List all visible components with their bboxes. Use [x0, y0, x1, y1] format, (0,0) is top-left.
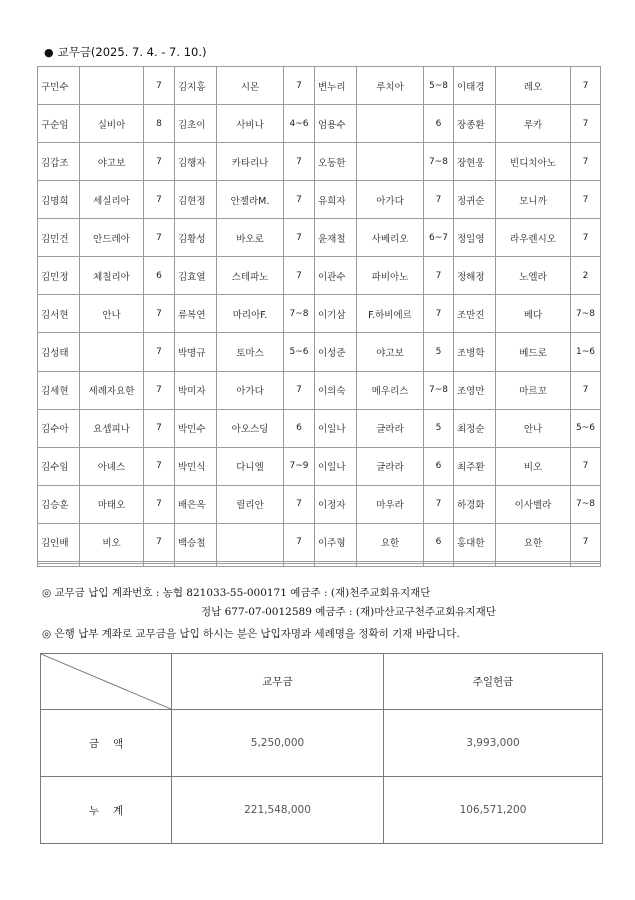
table-row	[38, 485, 601, 523]
donor-month-cell	[424, 564, 454, 567]
donor-month-cell: 7~8	[571, 295, 601, 333]
donor-baptismal-name-cell	[80, 333, 144, 371]
donor-baptismal-name-cell: 이사벨라	[496, 485, 571, 523]
donor-baptismal-name-cell: 다니엘	[217, 447, 284, 485]
donor-baptismal-name-cell: 세실리아	[80, 181, 144, 219]
donor-name-cell: 최정순	[454, 409, 496, 447]
donor-name-cell: 김지홍	[175, 67, 217, 105]
donor-month-cell: 4~6	[284, 105, 315, 143]
donor-name-cell: 이관수	[315, 257, 357, 295]
donor-name-cell	[454, 564, 496, 567]
donor-baptismal-name-cell: 사베리오	[357, 219, 424, 257]
table-row	[38, 409, 601, 447]
donor-name-cell	[315, 564, 357, 567]
donor-name-cell: 홍대한	[454, 523, 496, 561]
summary-row-amount	[41, 710, 603, 777]
donor-name-cell: 김세현	[38, 371, 80, 409]
donor-baptismal-name-cell: 글라라	[357, 409, 424, 447]
row-label-cumulative: 누계	[41, 777, 172, 844]
header-sunday-collection: 주일헌금	[384, 654, 603, 710]
donor-baptismal-name-cell: 비오	[80, 523, 144, 561]
donor-name-cell: 이성준	[315, 333, 357, 371]
donor-name-cell: 김민건	[38, 219, 80, 257]
donor-name-cell: 김승훈	[38, 485, 80, 523]
donor-name-cell: 엄용수	[315, 105, 357, 143]
donor-month-cell: 7	[571, 447, 601, 485]
account-info-line-2: 정남 677-07-0012589 예금주 : (재)마산교구천주교회유지재단	[201, 606, 496, 618]
donor-name-cell: 구민수	[38, 67, 80, 105]
donor-month-cell: 2	[571, 257, 601, 295]
donor-name-cell: 이기삼	[315, 295, 357, 333]
donor-month-cell: 7	[144, 371, 175, 409]
donor-baptismal-name-cell: 아녜스	[80, 447, 144, 485]
donor-month-cell: 6	[424, 523, 454, 561]
donor-name-cell: 이태경	[454, 67, 496, 105]
donor-month-cell: 7	[284, 219, 315, 257]
donor-name-cell: 윤재철	[315, 219, 357, 257]
donor-month-cell: 5~6	[571, 409, 601, 447]
donor-name-cell: 김수임	[38, 447, 80, 485]
donor-baptismal-name-cell	[217, 523, 284, 561]
donor-month-cell: 7	[284, 257, 315, 295]
donor-baptismal-name-cell: 체칠리아	[80, 257, 144, 295]
donor-month-cell: 7	[144, 143, 175, 181]
donor-month-cell: 7	[284, 181, 315, 219]
donor-baptismal-name-cell: 글라라	[357, 447, 424, 485]
donor-month-cell: 1~6	[571, 333, 601, 371]
donor-name-cell: 조병학	[454, 333, 496, 371]
bullet-icon: ●	[44, 46, 54, 59]
title-text: 교무금(2025. 7. 4. - 7. 10.)	[57, 45, 207, 59]
donor-name-cell: 김갑조	[38, 143, 80, 181]
table-row	[38, 257, 601, 295]
donor-baptismal-name-cell: 시몬	[217, 67, 284, 105]
account-info-line-1: ◎ 교무금 납입 계좌번호 : 농협 821033-55-000171 예금주 : (재)천주교회유지재단	[42, 587, 431, 599]
donor-name-cell: 이의숙	[315, 371, 357, 409]
donor-name-cell: 이일나	[315, 409, 357, 447]
header-offering-fund: 교무금	[172, 654, 384, 710]
page-title	[44, 44, 206, 60]
donor-month-cell: 8	[144, 105, 175, 143]
donor-baptismal-name-cell: 메우리스	[357, 371, 424, 409]
table-row	[38, 105, 601, 143]
donor-baptismal-name-cell	[217, 564, 284, 567]
donor-name-cell: 하경화	[454, 485, 496, 523]
donor-name-cell: 정해정	[454, 257, 496, 295]
donor-baptismal-name-cell: 루카	[496, 105, 571, 143]
donor-month-cell: 7	[571, 67, 601, 105]
donor-name-cell: 구순임	[38, 105, 80, 143]
donor-month-cell: 7	[424, 181, 454, 219]
donor-baptismal-name-cell: 루치아	[357, 67, 424, 105]
donor-month-cell: 5~6	[284, 333, 315, 371]
donor-month-cell: 5	[424, 333, 454, 371]
donor-baptismal-name-cell: 실비아	[80, 105, 144, 143]
donor-baptismal-name-cell	[80, 67, 144, 105]
donor-baptismal-name-cell	[357, 105, 424, 143]
donor-name-cell: 장현웅	[454, 143, 496, 181]
donor-name-cell	[175, 564, 217, 567]
cumulative-sunday-collection: 106,571,200	[384, 777, 603, 844]
donor-baptismal-name-cell: 요한	[357, 523, 424, 561]
donor-baptismal-name-cell: 마우라	[357, 485, 424, 523]
donor-baptismal-name-cell: 비오	[496, 447, 571, 485]
donor-month-cell: 7	[144, 67, 175, 105]
donor-name-cell: 백승철	[175, 523, 217, 561]
donor-baptismal-name-cell: 노엘라	[496, 257, 571, 295]
cumulative-offering-fund: 221,548,000	[172, 777, 384, 844]
donor-baptismal-name-cell: 요셉피나	[80, 409, 144, 447]
payment-instruction: ◎ 은행 납부 계좌로 교무금을 납입 하시는 분은 납입자명과 세례명을 정확히 기재 바랍니다.	[42, 628, 460, 640]
table-row	[38, 219, 601, 257]
donor-name-cell: 김명희	[38, 181, 80, 219]
donor-name-cell: 정일영	[454, 219, 496, 257]
table-row	[38, 143, 601, 181]
donor-month-cell: 7	[571, 181, 601, 219]
donor-month-cell: 7	[144, 181, 175, 219]
donor-name-cell: 이주형	[315, 523, 357, 561]
donor-month-cell: 7	[144, 295, 175, 333]
donor-month-cell: 5~8	[424, 67, 454, 105]
donor-baptismal-name-cell: 라우렌시오	[496, 219, 571, 257]
donor-baptismal-name-cell: 야고보	[357, 333, 424, 371]
donor-month-cell: 7~8	[284, 295, 315, 333]
donor-name-cell: 박민식	[175, 447, 217, 485]
donor-name-cell: 김황성	[175, 219, 217, 257]
donor-name-cell: 유희자	[315, 181, 357, 219]
donor-baptismal-name-cell: 아가다	[217, 371, 284, 409]
donor-name-cell: 정귀순	[454, 181, 496, 219]
donor-month-cell: 5	[424, 409, 454, 447]
donor-month-cell: 7~9	[284, 447, 315, 485]
donor-baptismal-name-cell: 모니까	[496, 181, 571, 219]
donor-month-cell: 7	[571, 523, 601, 561]
donor-month-cell: 7	[144, 219, 175, 257]
donor-name-cell: 박민수	[175, 409, 217, 447]
donor-month-cell: 7	[144, 333, 175, 371]
donor-baptismal-name-cell: 마리아F.	[217, 295, 284, 333]
donor-baptismal-name-cell: 토마스	[217, 333, 284, 371]
donor-baptismal-name-cell	[357, 564, 424, 567]
donor-month-cell: 7	[284, 143, 315, 181]
donor-baptismal-name-cell: 세례자요한	[80, 371, 144, 409]
amount-sunday-collection: 3,993,000	[384, 710, 603, 777]
donor-name-cell: 조만진	[454, 295, 496, 333]
donor-baptismal-name-cell: 아가다	[357, 181, 424, 219]
donor-baptismal-name-cell: 안드레아	[80, 219, 144, 257]
donor-name-cell	[38, 564, 80, 567]
donor-month-cell: 7	[144, 447, 175, 485]
donor-name-cell: 최주환	[454, 447, 496, 485]
donor-baptismal-name-cell	[357, 143, 424, 181]
donor-month-cell: 7	[571, 105, 601, 143]
donor-month-cell: 7	[284, 485, 315, 523]
donor-name-cell: 이정자	[315, 485, 357, 523]
donor-month-cell: 6~7	[424, 219, 454, 257]
donor-month-cell	[284, 564, 315, 567]
table-row	[38, 371, 601, 409]
donor-name-cell: 김초이	[175, 105, 217, 143]
donor-name-cell: 김효열	[175, 257, 217, 295]
donor-month-cell: 6	[424, 105, 454, 143]
donor-name-cell: 배은옥	[175, 485, 217, 523]
donor-month-cell: 6	[424, 447, 454, 485]
donor-baptismal-name-cell: 요한	[496, 523, 571, 561]
donor-name-cell: 김성태	[38, 333, 80, 371]
donor-name-cell: 오동한	[315, 143, 357, 181]
donor-baptismal-name-cell: 파비아노	[357, 257, 424, 295]
table-row	[38, 295, 601, 333]
donor-baptismal-name-cell: 사비나	[217, 105, 284, 143]
donor-baptismal-name-cell: 안나	[80, 295, 144, 333]
donor-baptismal-name-cell: 베다	[496, 295, 571, 333]
diagonal-corner-cell	[41, 654, 172, 710]
donor-month-cell: 7	[144, 485, 175, 523]
donor-month-cell: 7	[284, 371, 315, 409]
donor-baptismal-name-cell: 레오	[496, 67, 571, 105]
donor-baptismal-name-cell: 안젤라M.	[217, 181, 284, 219]
donor-name-cell: 류복연	[175, 295, 217, 333]
summary-header-row	[41, 654, 603, 710]
donor-month-cell: 7~8	[424, 371, 454, 409]
donor-month-cell: 7~8	[424, 143, 454, 181]
donor-baptismal-name-cell: 빈디치아노	[496, 143, 571, 181]
donor-month-cell: 7	[424, 295, 454, 333]
table-row	[38, 181, 601, 219]
donor-baptismal-name-cell	[80, 564, 144, 567]
table-row	[38, 447, 601, 485]
donor-month-cell: 7	[284, 67, 315, 105]
donor-month-cell: 7	[144, 409, 175, 447]
donor-name-cell: 변누리	[315, 67, 357, 105]
donor-baptismal-name-cell: 안나	[496, 409, 571, 447]
donor-roster-table	[37, 66, 601, 567]
donor-name-cell: 김인배	[38, 523, 80, 561]
donor-name-cell: 박명규	[175, 333, 217, 371]
donor-baptismal-name-cell: 카타리나	[217, 143, 284, 181]
donor-month-cell	[571, 564, 601, 567]
donor-month-cell: 7	[424, 485, 454, 523]
donor-month-cell: 7	[571, 143, 601, 181]
summary-row-cumulative	[41, 777, 603, 844]
table-row	[38, 564, 601, 567]
summary-table	[40, 653, 603, 844]
donor-month-cell: 6	[144, 257, 175, 295]
donor-baptismal-name-cell: 스테파노	[217, 257, 284, 295]
donor-baptismal-name-cell	[496, 564, 571, 567]
donor-month-cell: 7	[424, 257, 454, 295]
table-row	[38, 67, 601, 105]
amount-offering-fund: 5,250,000	[172, 710, 384, 777]
donor-month-cell: 7~8	[571, 485, 601, 523]
donor-baptismal-name-cell: 베드로	[496, 333, 571, 371]
donor-month-cell: 7	[571, 371, 601, 409]
donor-baptismal-name-cell: 마르꼬	[496, 371, 571, 409]
donor-name-cell: 김행자	[175, 143, 217, 181]
table-row	[38, 333, 601, 371]
diagonal-line	[41, 654, 171, 709]
donor-month-cell: 7	[144, 523, 175, 561]
donor-name-cell: 김서현	[38, 295, 80, 333]
donor-name-cell: 조영만	[454, 371, 496, 409]
donor-baptismal-name-cell: F.하비에르	[357, 295, 424, 333]
donor-name-cell: 박미자	[175, 371, 217, 409]
donor-name-cell: 이일나	[315, 447, 357, 485]
donor-month-cell	[144, 564, 175, 567]
donor-month-cell: 7	[571, 219, 601, 257]
donor-baptismal-name-cell: 야고보	[80, 143, 144, 181]
donor-name-cell: 김민정	[38, 257, 80, 295]
donor-month-cell: 7	[284, 523, 315, 561]
donor-baptismal-name-cell: 릴리안	[217, 485, 284, 523]
donor-name-cell: 김현정	[175, 181, 217, 219]
donor-baptismal-name-cell: 마태오	[80, 485, 144, 523]
donor-month-cell: 6	[284, 409, 315, 447]
donor-baptismal-name-cell: 아오스딩	[217, 409, 284, 447]
table-row	[38, 523, 601, 561]
donor-name-cell: 장종환	[454, 105, 496, 143]
row-label-amount: 금액	[41, 710, 172, 777]
donor-name-cell: 김수아	[38, 409, 80, 447]
donor-baptismal-name-cell: 바오로	[217, 219, 284, 257]
